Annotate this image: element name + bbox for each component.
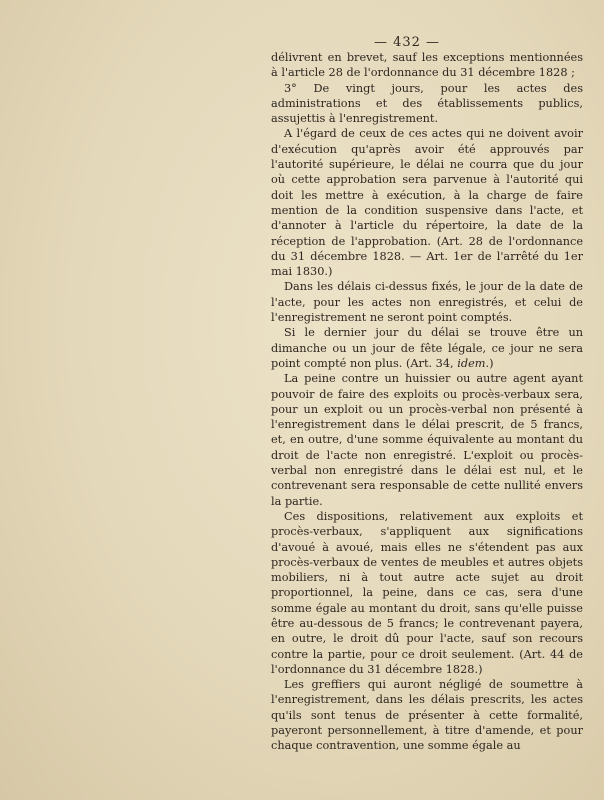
paragraph-text: ) bbox=[489, 356, 494, 370]
paragraph-text: Si le dernier jour du délai se trouve être un dimanche ou un jour de fête légale, ce jour ne sera point compté non plus. (Art. 34, bbox=[271, 326, 583, 370]
paragraph: A l'égard de ceux de ces actes qui ne doivent avoir d'exécution qu'après avoir été approuvés par l'autorité supérieure, le délai ne courra que du jour où cette approbation sera parvenue à l'autorité qui doit les mettre à exécution, à la charge de faire mention de la condition suspensive dans l'acte, et d'annoter à l'article du répertoire, la date de la réception de l'approbation. (Art. 28 de l'ordonnance du 31 décembre 1828. — Art. 1er de l'arrêté du 1er mai 1830.) bbox=[271, 127, 583, 279]
paragraph: Dans les délais ci-dessus fixés, le jour de la date de l'acte, pour les actes non enregistrés, et celui de l'enregistrement ne seront point comptés. bbox=[271, 280, 583, 325]
body-text bbox=[271, 50, 583, 754]
page-number: — 432 — bbox=[373, 35, 441, 50]
paragraph: La peine contre un huissier ou autre agent ayant pouvoir de faire des exploits ou procès-verbaux sera, pour un exploit ou un procès-verbal non présenté à l'enregistrement dans le délai prescrit, de 5 francs, et, en outre, d'une somme équivalente au montant du droit de l'acte non enregistré. L'exploit ou procès-verbal non enregistré dans le délai est nul, et le contrevenant sera responsable de cette nullité envers la partie. bbox=[271, 372, 583, 508]
paragraph: délivrent en brevet, sauf les exceptions mentionnées à l'article 28 de l'ordonnance du 31 décembre 1828 ; bbox=[271, 51, 583, 80]
paragraph: Ces dispositions, relativement aux exploits et procès-verbaux, s'appliquent aux significations d'avoué à avoué, mais elles ne s'étendent pas aux procès-verbaux de ventes de meubles et autres objets mobiliers, ni à tout autre acte sujet au droit proportionnel, la peine, dans ce cas, sera d'une somme égale au montant du droit, sans qu'elle puisse être au-dessous de 5 francs; le contrevenant payera, en outre, le droit dû pour l'acte, sauf son recours contre la partie, pour ce droit seulement. (Art. 44 de l'ordonnance du 31 décembre 1828.) bbox=[271, 509, 583, 676]
paragraph: 3° De vingt jours, pour les actes des administrations et des établissements publics, assujettis à l'enregistrement. bbox=[271, 81, 583, 126]
paragraph-italic: idem. bbox=[457, 356, 490, 370]
paragraph: Les greffiers qui auront négligé de soumettre à l'enregistrement, dans les délais prescrits, les actes qu'ils sont tenus de présenter à cette formalité, payeront personnellement, à titre d'amende, et pour chaque contravention, une somme égale au bbox=[271, 678, 583, 753]
paragraph bbox=[271, 325, 583, 371]
